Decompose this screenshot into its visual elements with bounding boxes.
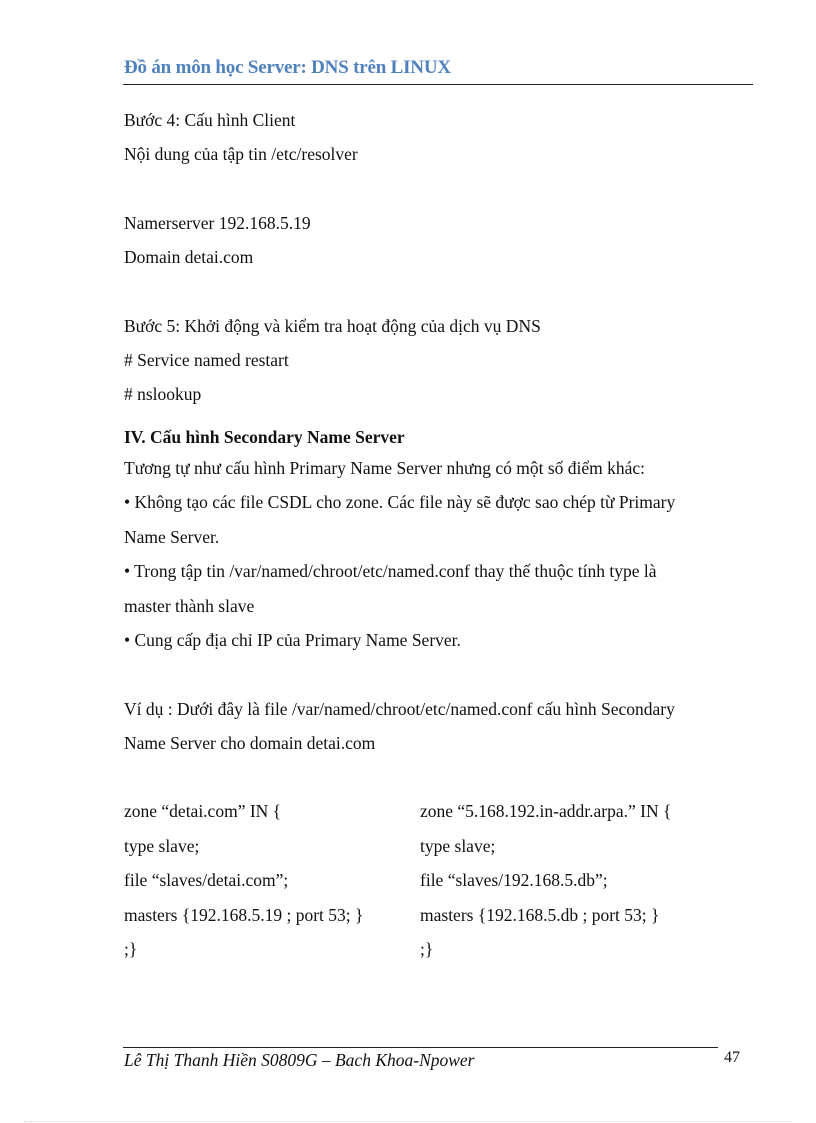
domain-line: Domain detai.com	[124, 247, 254, 267]
config-right-line: zone “5.168.192.in-addr.arpa.” IN {	[420, 801, 672, 821]
page-header-title: Đồ án môn học Server: DNS trên LINUX	[124, 57, 451, 78]
config-right-line: ;}	[420, 939, 434, 959]
config-left-line: zone “detai.com” IN {	[124, 801, 282, 821]
page-number: 47	[724, 1049, 740, 1066]
bullet-1-line-2: Name Server.	[124, 527, 220, 547]
resolver-intro: Nội dung của tập tin /etc/resolver	[124, 144, 358, 164]
step5-heading: Bước 5: Khởi động và kiểm tra hoạt động của dịch vụ DNS	[124, 316, 541, 336]
config-left-line: type slave;	[124, 836, 200, 856]
page-bottom-rule	[24, 1121, 792, 1122]
example-line-2: Name Server cho domain detai.com	[124, 733, 376, 753]
config-right-line: type slave;	[420, 836, 496, 856]
example-line-1: Ví dụ : Dưới đây là file /var/named/chroot/etc/named.conf cấu hình Secondary	[124, 699, 675, 719]
bullet-2-line-2: master thành slave	[124, 596, 255, 616]
config-right-line: masters {192.168.5.db ; port 53; }	[420, 905, 660, 925]
section-title: IV. Cấu hình Secondary Name Server	[124, 427, 405, 447]
config-left-line: ;}	[124, 939, 138, 959]
bullet-1-line-1: • Không tạo các file CSDL cho zone. Các file này sẽ được sao chép từ Primary	[124, 492, 676, 512]
footer-author: Lê Thị Thanh Hiền S0809G – Bach Khoa-Npower	[124, 1050, 475, 1070]
nameserver-line: Namerserver 192.168.5.19	[124, 213, 311, 233]
header-divider	[123, 84, 753, 85]
command-restart: # Service named restart	[124, 350, 289, 370]
bullet-2-line-1: • Trong tập tin /var/named/chroot/etc/named.conf thay thế thuộc tính type là	[124, 561, 657, 581]
section-intro: Tương tự như cấu hình Primary Name Server nhưng có một số điểm khác:	[124, 458, 646, 478]
config-left-line: file “slaves/detai.com”;	[124, 870, 289, 890]
config-right-line: file “slaves/192.168.5.db”;	[420, 870, 608, 890]
command-nslookup: # nslookup	[124, 384, 202, 404]
bullet-3: • Cung cấp địa chỉ IP của Primary Name Server.	[124, 630, 461, 650]
footer-divider	[123, 1047, 718, 1048]
config-left-line: masters {192.168.5.19 ; port 53; }	[124, 905, 364, 925]
step4-heading: Bước 4: Cấu hình Client	[124, 110, 296, 130]
